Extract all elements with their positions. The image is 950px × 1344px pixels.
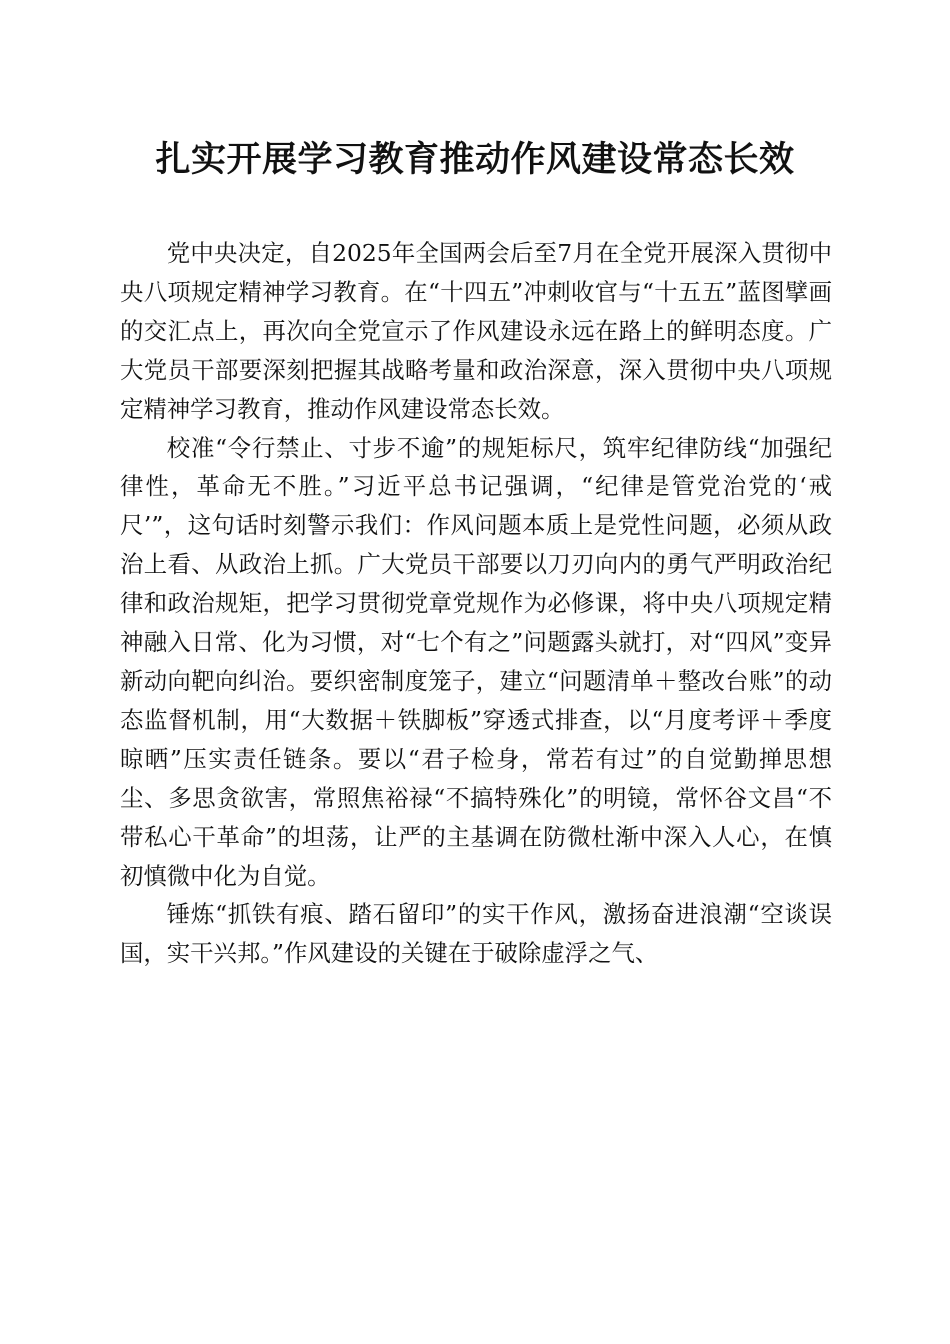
document-body (120, 234, 832, 973)
paragraph-3: 锤炼“抓铁有痕、踏石留印”的实干作风，激扬奋进浪潮“空谈误国，实干兴邦。”作风建设的关键在于破除虚浮之气、 (120, 900, 832, 968)
document-title: 扎实开展学习教育推动作风建设常态长效 (155, 139, 795, 180)
paragraph-1: 党中央决定，自2025年全国两会后至7月在全党开展深入贯彻中央八项规定精神学习教育。在“十四五”冲刺收官与“十五五”蓝图擘画的交汇点上，再次向全党宣示了作风建设永远在路上的鲜明态度。广大党员干部要深刻把握其战略考量和政治深意，深入贯彻中央八项规定精神学习教育，推动作风建设常态长效。 (120, 239, 832, 423)
paragraph-2: 校准“令行禁止、寸步不逾”的规矩标尺，筑牢纪律防线“加强纪律性，革命无不胜。”习近平总书记强调，“纪律是管党治党的‘戒尺’”，这句话时刻警示我们：作风问题本质上是党性问题，必须从政治上看、从政治上抓。广大党员干部要以刀刃向内的勇气严明政治纪律和政治规矩，把学习贯彻党章党规作为必修课，将中央八项规定精神融入日常、化为习惯，对“七个有之”问题露头就打，对“四风”变异新动向靶向纠治。要织密制度笼子，建立“问题清单＋整改台账”的动态监督机制，用“大数据＋铁脚板”穿透式排查，以“月度考评＋季度晾晒”压实责任链条。要以“君子检身，常若有过”的自觉勤掸思想尘、多思贪欲害，常照焦裕禄“不搞特殊化”的明镜，常怀谷文昌“不带私心干革命”的坦荡，让严的主基调在防微杜渐中深入人心，在慎初慎微中化为自觉。 (120, 433, 832, 890)
